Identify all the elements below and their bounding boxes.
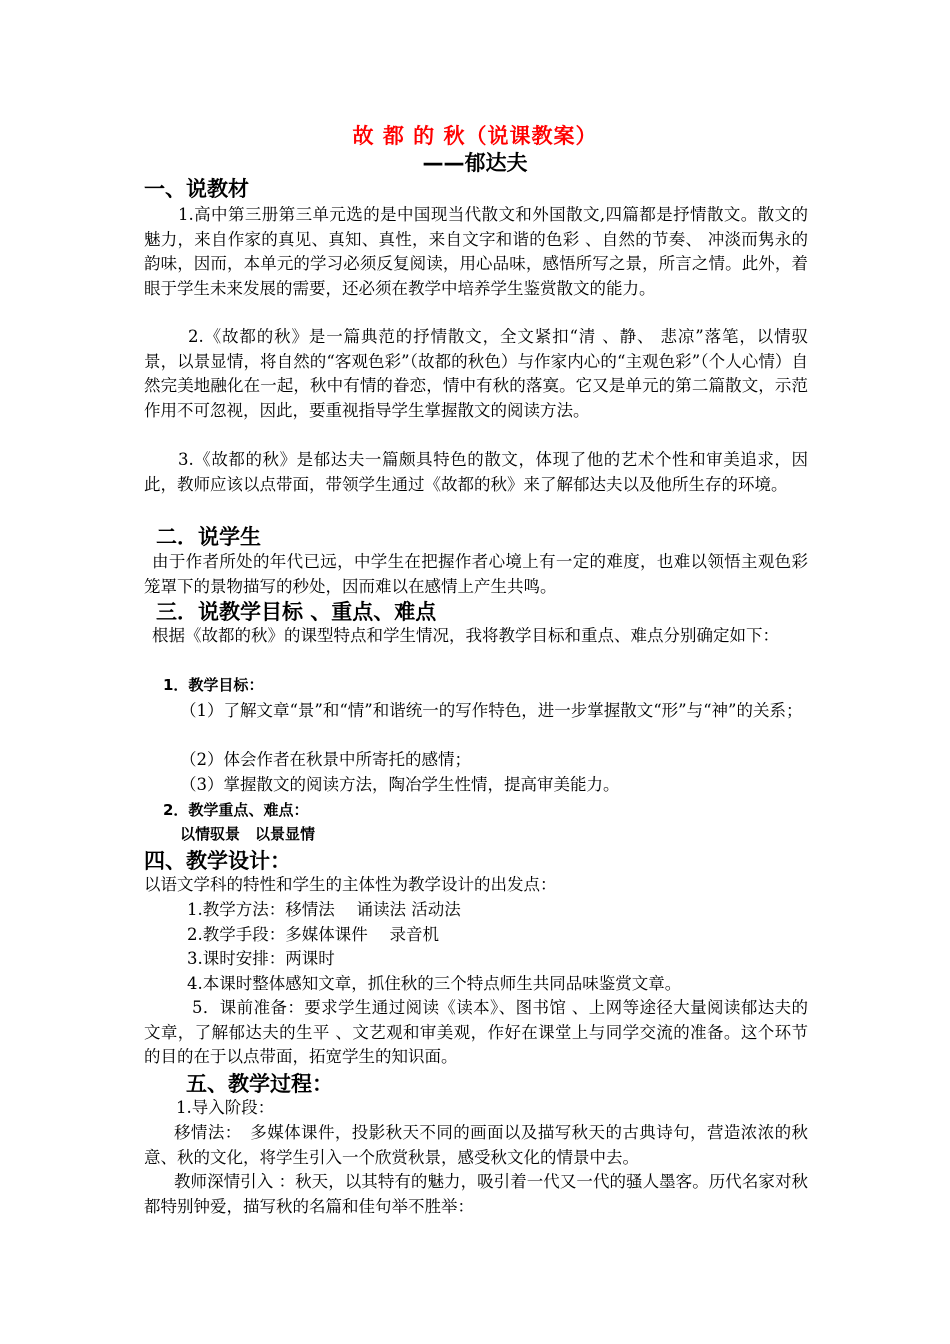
paragraph-material-2: 2.《故都的秋》是一篇典范的抒情散文，全文紧扣“清 、静、 悲凉”落笔，以情驭景，以景显情，将自然的“客观色彩”（故都的秋色）与作家内心的“主观色彩”（个人心情）自然完美地融化在一起，秋中有情的眷恋，情中有秋的落寞。它又是单元的第二篇散文，示范作用不可忽视，因此，要重视指导学生掌握散文的阅读方法。 — [144, 327, 808, 420]
paragraph-goals-intro: 根据《故都的秋》的课型特点和学生情况，我将教学目标和重点、难点分别确定如下： — [152, 626, 779, 645]
design-item-3: 3.课时安排：两课时 — [187, 949, 335, 968]
paragraph-material-1: 1.高中第三册第三单元选的是中国现当代散文和外国散文,四篇都是抒情散文。散文的魅力，来自作家的真见、真知、真性，来自文字和谐的色彩 、自然的节奏、 冲淡而隽永的韵味，因而，本单元的学习必须反复阅读，用心品味，感悟所写之景，所言之情。此外，着眼于学生未来发展的需要，还必须在教学中培养学生鉴赏散文的能力。 — [144, 205, 808, 298]
paragraph-process-2: 教师深情引入 ：秋天，以其特有的魅力，吸引着一代又一代的骚人墨客。历代名家对秋都特别钟爱，描写秋的名篇和佳句举不胜举： — [144, 1172, 808, 1216]
goal-item-2: （2）体会作者在秋景中所寄托的感情； — [180, 750, 471, 769]
design-item-4: 4.本课时整体感知文章，抓住秋的三个特点师生共同品味鉴赏文章。 — [187, 974, 682, 993]
paragraph-material-3: 3.《故都的秋》是郁达夫一篇颇具特色的散文，体现了他的艺术个性和审美追求，因此，教师应该以点带面，带领学生通过《故都的秋》来了解郁达夫以及他所生存的环境。 — [144, 450, 808, 494]
document-author: ——郁达夫 — [422, 151, 528, 175]
design-item-5: 5．课前准备：要求学生通过阅读《读本》、图书馆 、上网等途径大量阅读郁达夫的文章，了解郁达夫的生平 、文艺观和审美观，作好在课堂上与同学交流的准备。这个环节的目的在于以点带面，拓宽学生的知识面。 — [144, 998, 808, 1066]
process-step-1: 1.导入阶段： — [176, 1098, 275, 1117]
goal-item-1: （1）了解文章“景”和“情”和谐统一的写作特色，进一步掌握散文“形”与“神”的关系； — [180, 701, 803, 720]
section-heading-students: 二．说学生 — [156, 525, 261, 549]
design-item-1: 1.教学方法：移情法 诵读法 活动法 — [187, 900, 461, 919]
section-heading-design: 四、教学设计： — [144, 849, 291, 873]
subheading-key-points: 2．教学重点、难点： — [163, 801, 309, 819]
subheading-teaching-goals: 1．教学目标： — [163, 676, 264, 694]
section-heading-goals: 三．说教学目标 、重点、难点 — [156, 600, 437, 624]
section-heading-process: 五、教学过程： — [186, 1072, 333, 1096]
paragraph-process-1: 移情法： 多媒体课件，投影秋天不同的画面以及描写秋天的古典诗句，营造浓浓的秋意、秋的文化，将学生引入一个欣赏秋景，感受秋文化的情景中去。 — [144, 1123, 808, 1167]
paragraph-students: 由于作者所处的年代已远，中学生在把握作者心境上有一定的难度，也难以领悟主观色彩笼罩下的景物描写的秒处，因而难以在感情上产生共鸣。 — [144, 552, 808, 596]
section-heading-teaching-material: 一、说教材 — [144, 177, 249, 201]
goal-item-3: （3）掌握散文的阅读方法，陶冶学生性情，提高审美能力。 — [180, 775, 620, 794]
design-item-2: 2.教学手段：多媒体课件 录音机 — [187, 925, 439, 944]
design-intro: 以语文学科的特性和学生的主体性为教学设计的出发点： — [144, 875, 557, 894]
document-title: 故 都 的 秋（说课教案） — [352, 124, 598, 148]
key-points-text: 以情驭景 以景显情 — [180, 825, 316, 843]
